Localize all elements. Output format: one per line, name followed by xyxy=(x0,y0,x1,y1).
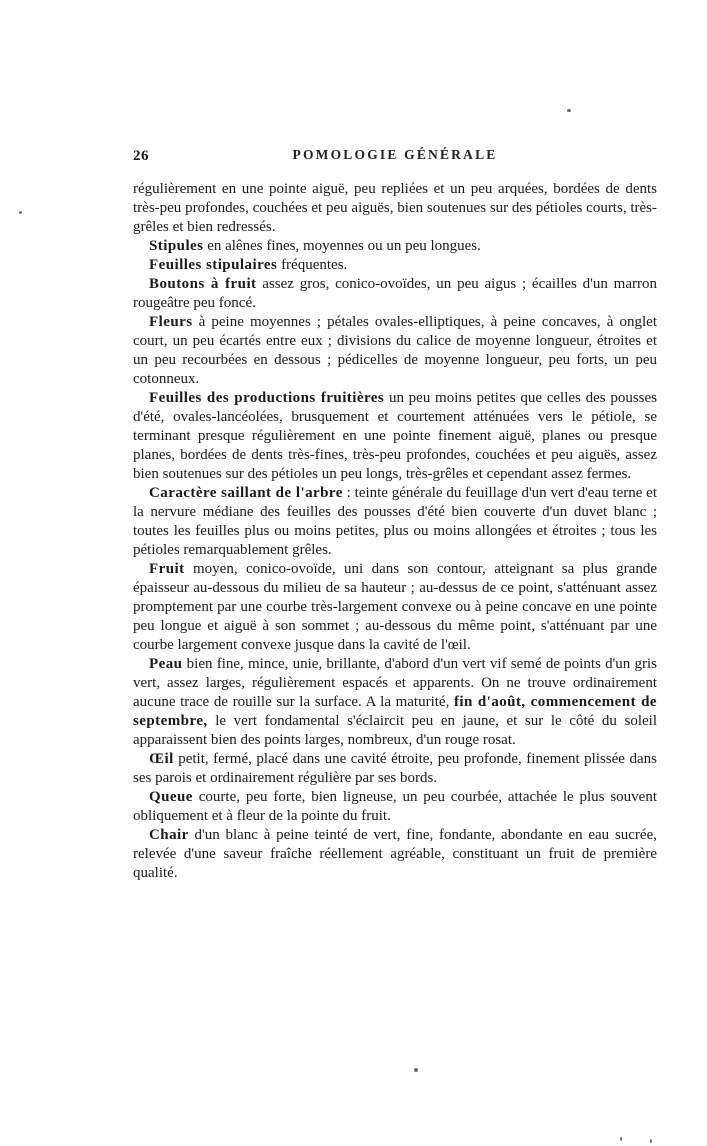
page-header xyxy=(133,147,657,167)
paragraph-text: petit, fermé, placé dans une cavité étroite, peu profonde, finement plissée dans ses parois et ordinairement régulière par ses bords. xyxy=(133,751,657,786)
paragraph-text: courte, peu forte, bien ligneuse, un peu courbée, attachée le plus souvent obliquement et à fleur de la pointe du fruit. xyxy=(133,789,657,824)
paragraph xyxy=(133,275,657,313)
paragraph-lead: Fleurs xyxy=(149,314,193,330)
paragraph-text: bien fine, mince, unie, brillante, d'abord d'un vert vif semé de points d'un gris vert, assez larges, régulièrement espacés et apparents. On ne trouve ordinairement aucune trace de rouille sur la surface. A la maturité, xyxy=(133,656,657,710)
paragraph-text: d'un blanc à peine teinté de vert, fine, fondante, abondante en eau sucrée, relevée d'une saveur fraîche réellement agréable, constituant un fruit de première qualité. xyxy=(133,827,657,881)
paragraph xyxy=(133,826,657,883)
paragraph xyxy=(133,484,657,560)
running-title: POMOLOGIE GÉNÉRALE xyxy=(292,147,498,162)
paragraph xyxy=(133,788,657,826)
paragraph-text: à peine moyennes ; pétales ovales-elliptiques, à peine concaves, à onglet court, un peu écartés entre eux ; divisions du calice de moyenne longueur, étroites et un peu recourbées en dessous ; pédicelles de moyenne longueur, peu forts, un peu cotonneux. xyxy=(133,314,657,387)
paragraph-lead: fin d'août, commencement de septembre, xyxy=(133,694,657,729)
paragraph xyxy=(133,256,657,275)
paragraph-text: fréquentes. xyxy=(277,257,348,273)
paragraph xyxy=(133,313,657,389)
page-number: 26 xyxy=(133,148,149,164)
page-body xyxy=(133,180,657,883)
paragraph-text: assez gros, conico-ovoïdes, un peu aigus ; écailles d'un marron rougeâtre peu foncé. xyxy=(133,276,657,311)
paragraph-lead: Caractère saillant de l'arbre xyxy=(149,485,343,501)
paragraph xyxy=(133,750,657,788)
paragraph-lead: Stipules xyxy=(149,238,204,254)
paragraph-lead: Boutons à fruit xyxy=(149,276,257,292)
paragraph-lead: Feuilles des productions fruitières xyxy=(149,390,385,406)
paragraph-text: le vert fondamental s'éclaircit peu en jaune, et sur le côté du soleil apparaissent bien des points larges, nombreux, d'un rouge rosat. xyxy=(133,713,657,748)
paragraph xyxy=(133,237,657,256)
paragraph-lead: Fruit xyxy=(149,561,185,577)
paragraph-lead: Œil xyxy=(149,751,174,767)
ink-speck xyxy=(414,1068,418,1072)
ink-speck xyxy=(567,109,571,112)
paragraph-text: régulièrement en une pointe aiguë, peu repliées et un peu arquées, bordées de dents très-peu profondes, couchées et peu aiguës, bien soutenues sur des pétioles courts, très-grêles et bien redressés. xyxy=(133,181,657,235)
paragraph xyxy=(133,180,657,237)
paragraph-text: en alênes fines, moyennes ou un peu longues. xyxy=(203,238,481,254)
paragraph-text: un peu moins petites que celles des pousses d'été, ovales-lancéolées, brusquement et courtement atténuées vers le pétiole, se terminant presque régulièrement en une pointe finement aiguë, planes ou presque planes, bordées de dents très-fines, très-peu profondes, couchées et peu aiguës, assez bien soutenues sur des pétioles un peu longs, très-grêles et cependant assez fermes. xyxy=(133,390,657,482)
ink-speck xyxy=(19,211,22,214)
paragraph-text: moyen, conico-ovoïde, uni dans son contour, atteignant sa plus grande épaisseur au-dessous du milieu de sa hauteur ; au-dessus de ce point, s'atténuant assez promptement par une courbe très-largement convexe ou à peine concave en une pointe peu longue et aiguë à son sommet ; au-dessous du même point, s'atténuant par une courbe largement convexe jusque dans la cavité de l'œil. xyxy=(133,561,657,653)
paragraph-lead: Peau xyxy=(149,656,183,672)
paragraph-text: : teinte générale du feuillage d'un vert d'eau terne et la nervure médiane des feuilles des pousses d'été bien couverte d'un duvet blanc ; toutes les feuilles plus ou moins petites, plus ou moins allongées et étroites ; tous les pétioles remarquablement grêles. xyxy=(133,485,658,558)
paragraph-lead: Feuilles stipulaires xyxy=(149,257,278,273)
ink-speck xyxy=(650,1139,652,1143)
paragraph-lead: Queue xyxy=(149,789,193,805)
ink-speck xyxy=(620,1137,622,1141)
paragraph xyxy=(133,655,657,750)
paragraph xyxy=(133,560,657,655)
paragraph-lead: Chair xyxy=(149,827,189,843)
paragraph xyxy=(133,389,657,484)
